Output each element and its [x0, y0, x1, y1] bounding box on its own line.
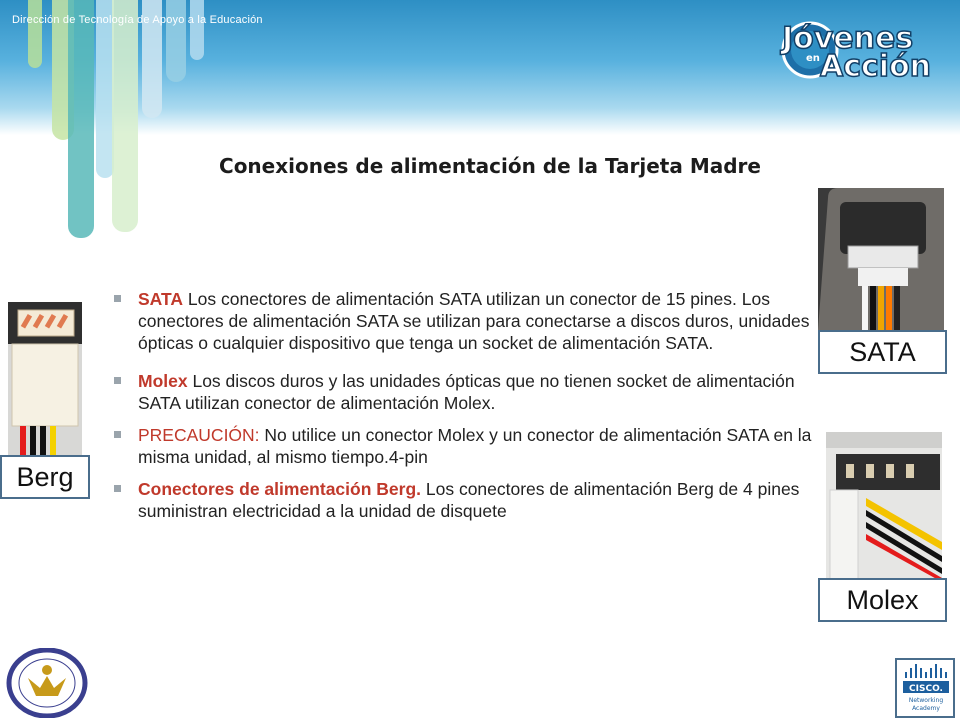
bullet-text: Los conectores de alimentación SATA utilizan un conector de 15 pines. Los conectores de alimentación SATA se utilizan para conectarse a discos duros, unidades ópticas o cualquier dispositivo que tenga un socket de alimentación SATA. — [138, 289, 810, 353]
bullet-text: Los conectores de alimentación Berg de 4 pines suministran electricidad a la unidad de disquete — [138, 479, 800, 521]
bullet-sata — [112, 288, 812, 354]
logo-text-line2: Acción — [820, 49, 932, 82]
bullet-berg — [112, 478, 812, 522]
sata-connector-photo — [818, 188, 944, 330]
content-bullets — [112, 288, 812, 532]
org-name: Dirección de Tecnología de Apoyo a la Educación — [12, 14, 263, 26]
bullet-keyword: Molex — [138, 371, 188, 391]
molex-connector-photo — [826, 432, 942, 582]
cisco-sub1: Networking — [908, 697, 944, 704]
bullet-keyword: Conectores de alimentación Berg. — [138, 479, 421, 499]
bullet-molex — [112, 370, 812, 414]
bullet-text: No utilice un conector Molex y un conector de alimentación SATA en la misma unidad, al mismo tiempo.4-pin — [138, 425, 812, 467]
jovenes-en-accion-logo — [776, 14, 952, 82]
bullet-keyword: SATA — [138, 289, 184, 309]
sata-label: SATA — [818, 330, 947, 374]
logo-text-small: en — [806, 53, 820, 64]
cisco-sub2: Academy — [912, 705, 940, 712]
bullet-text: Los discos duros y las unidades ópticas que no tienen socket de alimentación SATA utilizan conector de alimentación Molex. — [138, 371, 795, 413]
university-seal-logo — [6, 648, 88, 718]
bullet-precaucion — [112, 424, 812, 468]
berg-connector-photo — [8, 302, 82, 458]
bullet-keyword: PRECAUCIÓN: — [138, 425, 260, 445]
molex-label: Molex — [818, 578, 947, 622]
logo-text-line1: Jóvenes — [782, 21, 914, 56]
cisco-networking-academy-logo — [895, 658, 955, 718]
cisco-name: CISCO. — [909, 684, 943, 694]
berg-label: Berg — [0, 455, 90, 499]
page-title: Conexiones de alimentación de la Tarjeta Madre — [219, 154, 761, 178]
